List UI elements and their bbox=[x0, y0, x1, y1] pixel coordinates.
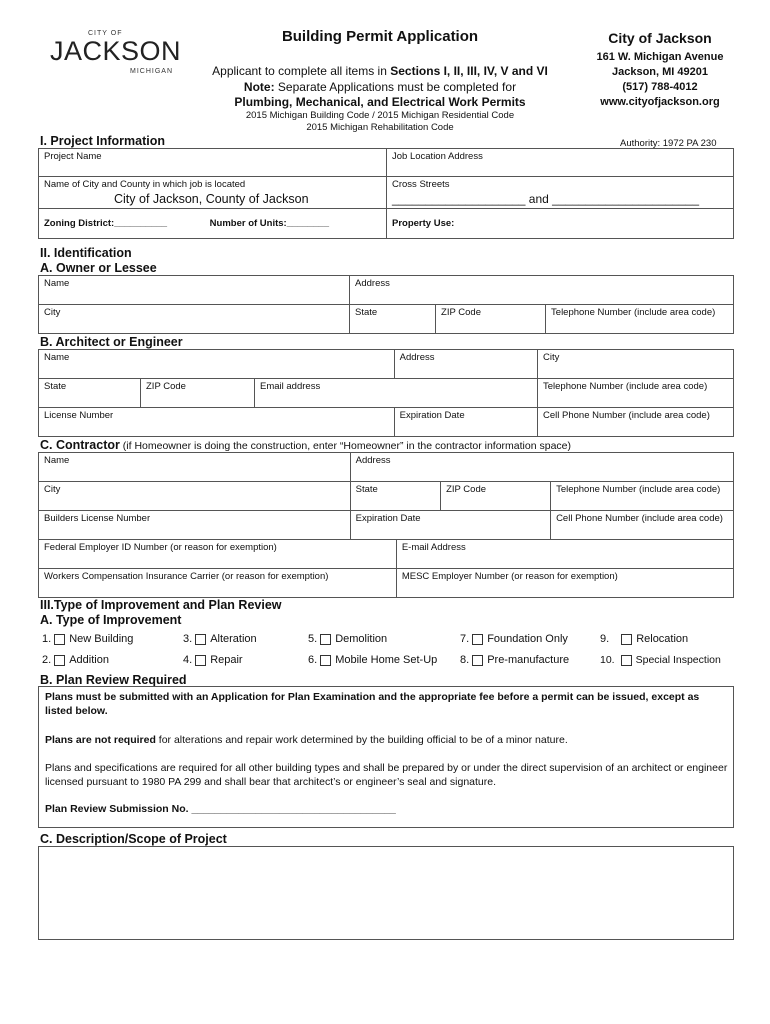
federal-id-field[interactable]: Federal Employer ID Number (or reason for exemption) bbox=[39, 540, 397, 569]
city-county-field[interactable]: Name of City and County in which job is located City of Jackson, County of Jackson bbox=[39, 177, 387, 209]
contractor-title: C. Contractor bbox=[40, 438, 120, 452]
zoning-district-field[interactable]: Zoning District:__________ bbox=[44, 218, 168, 229]
job-location-field[interactable]: Job Location Address bbox=[387, 149, 734, 177]
option-repair[interactable]: 4. Repair bbox=[183, 654, 243, 666]
architect-city-field[interactable]: City bbox=[538, 350, 734, 379]
plan-review-box bbox=[38, 686, 734, 828]
form-title: Building Permit Application bbox=[281, 28, 479, 45]
contractor-zip-field[interactable]: ZIP Code bbox=[441, 482, 551, 511]
option-foundation-only[interactable]: 7. Foundation Only bbox=[460, 633, 568, 645]
plans-not-required-text: Plans are not required for alterations and repair work determined by the building official to be of a minor nature. bbox=[45, 734, 568, 746]
header-code-1: 2015 Michigan Building Code / 2015 Michigan Residential Code bbox=[245, 110, 515, 121]
contractor-state-field[interactable]: State bbox=[350, 482, 440, 511]
section-3-title: III.Type of Improvement and Plan Review bbox=[40, 598, 282, 612]
contractor-email-field[interactable]: E-mail Address bbox=[396, 540, 733, 569]
checkbox[interactable] bbox=[54, 655, 65, 666]
city-phone: (517) 788-4012 bbox=[622, 81, 698, 93]
header-instructions: Applicant to complete all items in Sections I, II, III, IV, V and VI bbox=[212, 64, 548, 78]
architect-cell-field[interactable]: Cell Phone Number (include area code) bbox=[538, 408, 734, 437]
contractor-city-field[interactable]: City bbox=[39, 482, 351, 511]
option-special-inspection[interactable]: 10. Special Inspection bbox=[600, 654, 721, 666]
owner-table bbox=[38, 275, 734, 334]
option-pre-manufacture[interactable]: 8. Pre-manufacture bbox=[460, 654, 570, 666]
owner-city-field[interactable]: City bbox=[39, 305, 350, 334]
checkbox[interactable] bbox=[621, 634, 632, 645]
option-mobile-home[interactable]: 6. Mobile Home Set-Up bbox=[308, 654, 438, 666]
description-field[interactable] bbox=[38, 846, 734, 940]
project-info-table bbox=[38, 148, 734, 239]
project-name-field[interactable]: Project Name bbox=[39, 149, 387, 177]
checkbox[interactable] bbox=[472, 655, 483, 666]
zoning-units-cell[interactable] bbox=[39, 209, 387, 239]
section-2-title: II. Identification bbox=[40, 246, 132, 260]
contractor-address-field[interactable]: Address bbox=[350, 453, 733, 482]
property-use-field[interactable]: Property Use: bbox=[387, 209, 734, 239]
contractor-table bbox=[38, 452, 734, 598]
city-contact-block bbox=[575, 30, 745, 110]
owner-name-field[interactable]: Name bbox=[39, 276, 350, 305]
owner-address-field[interactable]: Address bbox=[350, 276, 734, 305]
header-note: Note: Separate Applications must be completed for bbox=[243, 80, 517, 94]
number-of-units-field[interactable]: Number of Units:________ bbox=[209, 218, 329, 229]
architect-title: B. Architect or Engineer bbox=[40, 335, 183, 349]
builders-license-field[interactable]: Builders License Number bbox=[39, 511, 351, 540]
plans-specifications-text: Plans and specifications are required for all other building types and shall be prepared by or under the direct supervision of an architect or engineer licensed pursuant to 1980 PA 299 and shall bear that architect’s or engineer’s seal and signature. bbox=[45, 762, 728, 788]
option-demolition[interactable]: 5. Demolition bbox=[308, 633, 388, 645]
owner-title: A. Owner or Lessee bbox=[40, 261, 157, 275]
header-code-2: 2015 Michigan Rehabilitation Code bbox=[306, 122, 454, 133]
contractor-phone-field[interactable]: Telephone Number (include area code) bbox=[551, 482, 734, 511]
owner-state-field[interactable]: State bbox=[350, 305, 436, 334]
architect-state-field[interactable]: State bbox=[39, 379, 141, 408]
contractor-heading bbox=[40, 438, 571, 452]
checkbox[interactable] bbox=[621, 655, 632, 666]
contractor-name-field[interactable]: Name bbox=[39, 453, 351, 482]
section-1-title: I. Project Information bbox=[40, 134, 166, 148]
architect-phone-field[interactable]: Telephone Number (include area code) bbox=[538, 379, 734, 408]
architect-email-field[interactable]: Email address bbox=[255, 379, 538, 408]
architect-expiration-field[interactable]: Expiration Date bbox=[394, 408, 537, 437]
architect-table bbox=[38, 349, 734, 437]
cross-streets-field[interactable]: Cross Streets ____________________ and ______________________ bbox=[387, 177, 734, 209]
city-address-1: 161 W. Michigan Avenue bbox=[596, 51, 724, 63]
city-name: City of Jackson bbox=[608, 30, 712, 46]
city-website: www.cityofjackson.org bbox=[600, 96, 720, 108]
plans-submit-text: Plans must be submitted with an Application for Plan Examination and the appropriate fee before a permit can be issued, except as listed below. bbox=[45, 691, 700, 717]
plan-review-submission-field[interactable]: Plan Review Submission No. ___________________________________ bbox=[45, 803, 396, 815]
architect-zip-field[interactable]: ZIP Code bbox=[141, 379, 255, 408]
option-addition[interactable]: 2. Addition bbox=[42, 654, 109, 666]
checkbox[interactable] bbox=[54, 634, 65, 645]
improvement-type-title: A. Type of Improvement bbox=[40, 613, 182, 627]
mesc-field[interactable]: MESC Employer Number (or reason for exemption) bbox=[396, 569, 733, 598]
checkbox[interactable] bbox=[195, 634, 206, 645]
workers-comp-field[interactable]: Workers Compensation Insurance Carrier (or reason for exemption) bbox=[39, 569, 397, 598]
option-alteration[interactable]: 3. Alteration bbox=[183, 633, 257, 645]
checkbox[interactable] bbox=[195, 655, 206, 666]
header-permits-note: Plumbing, Mechanical, and Electrical Work Permits bbox=[234, 95, 526, 109]
city-address-2: Jackson, MI 49201 bbox=[611, 66, 708, 78]
architect-name-field[interactable]: Name bbox=[39, 350, 395, 379]
option-relocation[interactable]: 9. Relocation bbox=[600, 633, 689, 645]
logo-city-of: CITY OF bbox=[88, 30, 123, 37]
plan-review-title: B. Plan Review Required bbox=[40, 673, 187, 687]
checkbox[interactable] bbox=[472, 634, 483, 645]
owner-phone-field[interactable]: Telephone Number (include area code) bbox=[546, 305, 734, 334]
logo-michigan: MICHIGAN bbox=[130, 68, 173, 75]
owner-zip-field[interactable]: ZIP Code bbox=[436, 305, 546, 334]
city-county-value: City of Jackson, County of Jackson bbox=[114, 192, 309, 206]
checkbox[interactable] bbox=[320, 655, 331, 666]
cross-streets-value: ____________________ and ______________________ bbox=[392, 192, 699, 206]
architect-address-field[interactable]: Address bbox=[394, 350, 537, 379]
logo-jackson: JACKSON bbox=[50, 36, 182, 66]
description-title: C. Description/Scope of Project bbox=[40, 832, 227, 846]
checkbox[interactable] bbox=[320, 634, 331, 645]
contractor-cell-field[interactable]: Cell Phone Number (include area code) bbox=[551, 511, 734, 540]
architect-license-field[interactable]: License Number bbox=[39, 408, 395, 437]
contractor-expiration-field[interactable]: Expiration Date bbox=[350, 511, 550, 540]
authority-note: Authority: 1972 PA 230 bbox=[620, 138, 717, 149]
option-new-building[interactable]: 1. New Building bbox=[42, 633, 134, 645]
contractor-note: (if Homeowner is doing the construction, enter “Homeowner” in the contractor information space) bbox=[119, 440, 571, 452]
